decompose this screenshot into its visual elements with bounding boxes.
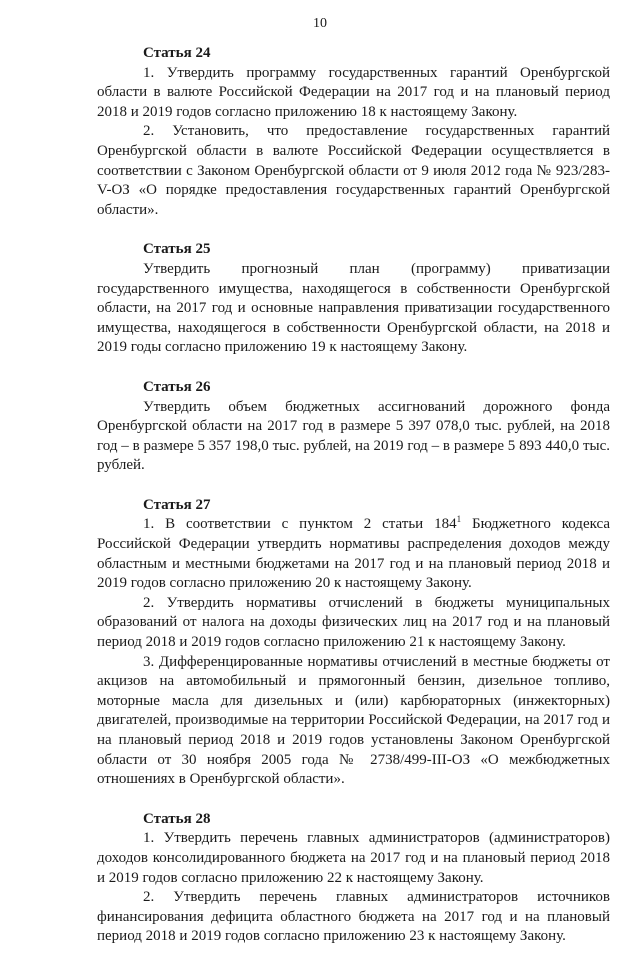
article-title: Статья 27 bbox=[143, 496, 211, 513]
article-title: Статья 24 bbox=[143, 45, 211, 61]
article-paragraph: 1. Утвердить программу государственных гарантий Оренбургской области в валюте Российской Федерации на 2017 год и на плановый период 2018 и 2019 годов согласно приложению 18 к настоящему Закону. bbox=[97, 64, 610, 120]
paragraph-text: 1. В соответствии с пунктом 2 статьи 184 bbox=[143, 516, 457, 533]
article-paragraph: Утвердить объем бюджетных ассигнований дорожного фонда Оренбургской области на 2017 год в размере 5 397 078,0 тыс. рублей, на 2018 год – в размере 5 357 198,0 тыс. рублей, на 2019 год – в размере 5 893 440,0 тыс. рублей. bbox=[97, 398, 610, 474]
article-paragraph bbox=[97, 515, 610, 593]
article-title: Статья 25 bbox=[143, 241, 211, 258]
article-title: Статья 26 bbox=[143, 378, 211, 395]
article-paragraph: Утвердить прогнозный план (программу) приватизации государственного имущества, находящегося в собственности Оренбургской области, на 2017 год и основные направления приватизации государственного имущества, находящегося в собственности Оренбургской области, на 2018 и 2019 годы согласно приложению 19 к настоящему Закону. bbox=[97, 260, 610, 356]
article-27 bbox=[97, 496, 610, 790]
article-paragraph: 2. Утвердить перечень главных администраторов источников финансирования дефицита областного бюджета на 2017 год и на плановый период 2018 и 2019 годов согласно приложению 23 к настоящему Закону. bbox=[97, 889, 610, 945]
article-paragraph: 1. Утвердить перечень главных администраторов (администраторов) доходов консолидированного бюджета на 2017 год и на плановый период 2018 и 2019 годов согласно приложению 22 к настоящему Закону. bbox=[97, 830, 610, 886]
article-paragraph: 3. Дифференцированные нормативы отчислений в местные бюджеты от акцизов на автомобильный и прямогонный бензин, дизельное топливо, моторные масла для дизельных и (или) карбюраторных (инжекторных) двигателей, производимые на территории Российской Федерации, на 2017 год и на плановый период 2018 и 2019 годов установлены Законом Оренбургской области от 30 ноября 2005 года № 2738/499-III-ОЗ «О межбюджетных отношениях в Оренбургской области». bbox=[97, 653, 610, 788]
article-paragraph: 2. Установить, что предоставление государственных гарантий Оренбургской области в валюте Российской Федерации осуществляется в соответствии с Законом Оренбургской области от 9 июля 2012 года № 923/283-V-ОЗ «О порядке предоставления государственных гарантий Оренбургской области». bbox=[97, 123, 610, 218]
document-body bbox=[97, 44, 610, 967]
article-25 bbox=[97, 240, 610, 358]
article-28 bbox=[97, 810, 610, 947]
article-paragraph: 2. Утвердить нормативы отчислений в бюджеты муниципальных образований от налога на доходы физических лиц на 2017 год и на плановый период 2018 и 2019 годов согласно приложению 21 к настоящему Закону. bbox=[97, 594, 610, 651]
article-title: Статья 28 bbox=[143, 810, 211, 827]
superscript: 1 bbox=[456, 514, 462, 525]
paragraph-text: Бюджетного кодекса Российской Федерации утвердить нормативы распределения доходов между областным и местными бюджетами на 2017 год и на плановый период 2018 и 2019 годов согласно приложению 20 к настоящему Закону. bbox=[97, 516, 611, 592]
article-26 bbox=[97, 378, 610, 476]
article-24 bbox=[97, 44, 610, 220]
page-number: 10 bbox=[313, 16, 327, 31]
